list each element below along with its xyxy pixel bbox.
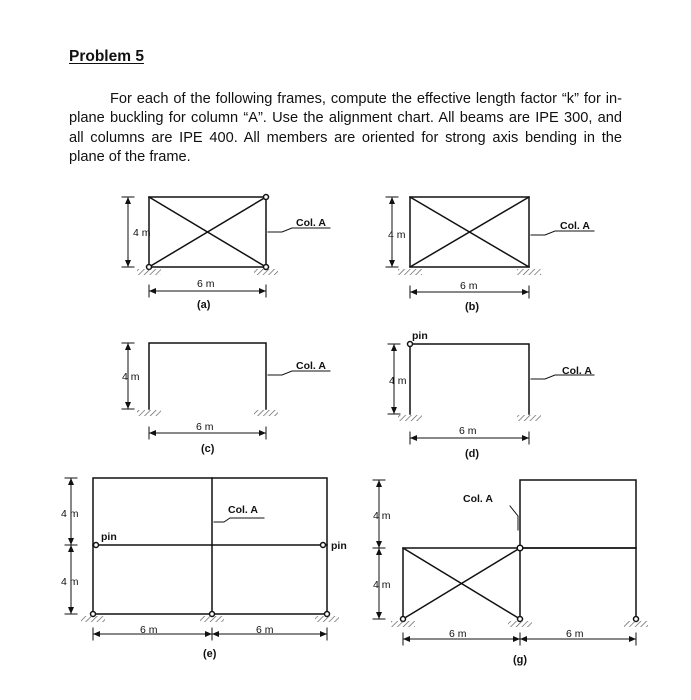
frame-e-span-left-label: 6 m [140, 624, 158, 636]
frame-e-pin-support [210, 612, 215, 617]
frame-g-pin-joint [517, 545, 523, 551]
frame-b [386, 197, 594, 298]
frame-c-caption: (c) [201, 443, 215, 455]
frame-e-caption: (e) [203, 648, 217, 660]
frame-a-pin-support [147, 265, 152, 270]
frame-a-height-label: 4 m [133, 227, 151, 239]
frame-g-col-a-leader [510, 506, 518, 530]
frame-b-ground-hatch [398, 269, 422, 275]
frame-g-ground-hatch [391, 621, 415, 627]
frame-g-pin-support [518, 617, 523, 622]
frame-g-span-left-label: 6 m [449, 628, 467, 640]
problem-statement: For each of the following frames, compute the effective length factor “k” for in-plane buckling for column “A”. Use the alignment chart. All beams are IPE 300, and all columns are IPE 400. All members are oriented for strong axis bending in the plane of the frame. [69, 91, 622, 166]
frame-e-span-right-label: 6 m [256, 624, 274, 636]
frame-e-col-a-label: Col. A [228, 504, 258, 516]
frame-a-col-a-label: Col. A [296, 217, 326, 229]
frame-e-pin-right [321, 543, 326, 548]
frame-a-pin-support [264, 265, 269, 270]
frame-g-height-top-label: 4 m [373, 510, 391, 522]
frame-e [65, 478, 339, 640]
frame-g-upper-frame [520, 480, 636, 548]
frame-e-height-bottom-label: 4 m [61, 576, 79, 588]
frame-g-pin-support [401, 617, 406, 622]
frame-b-height-label: 4 m [388, 229, 406, 241]
frame-d-pin-label: pin [412, 330, 428, 342]
frame-d-ground-hatch [398, 415, 422, 421]
frame-g [373, 480, 648, 645]
frame-d-height-label: 4 m [389, 375, 407, 387]
frame-e-pin-support [91, 612, 96, 617]
frame-d-ground-hatch [517, 415, 541, 421]
frame-d-members [410, 344, 529, 414]
frame-g-ground-hatch [624, 621, 648, 627]
frame-c-ground-hatch [254, 410, 278, 416]
frame-b-ground-hatch [517, 269, 541, 275]
frame-e-ground-hatch [81, 616, 105, 622]
frame-g-span-right-label: 6 m [566, 628, 584, 640]
frame-e-outline [93, 478, 327, 614]
frame-c-ground-hatch [137, 410, 161, 416]
frame-g-caption: (g) [513, 654, 528, 666]
problem-title: Problem 5 [69, 48, 144, 65]
frame-g-col-a-label: Col. A [463, 493, 493, 505]
frame-e-pin-left-label: pin [101, 531, 117, 543]
frame-e-ground-hatch [200, 616, 224, 622]
frame-c-span-label: 6 m [196, 421, 214, 433]
frame-a-caption: (a) [197, 299, 211, 311]
frame-d-pin-joint [408, 342, 413, 347]
frame-e-height-top-label: 4 m [61, 508, 79, 520]
frame-d-col-a-label: Col. A [562, 365, 592, 377]
frame-b-col-a-label: Col. A [560, 220, 590, 232]
frame-c-col-a-label: Col. A [296, 360, 326, 372]
frame-c-members [149, 343, 266, 409]
frame-a-ground-hatch [137, 269, 161, 275]
frame-a-span-label: 6 m [197, 278, 215, 290]
frame-d-caption: (d) [465, 448, 480, 460]
frame-g-pin-support [634, 617, 639, 622]
frame-d [388, 342, 594, 445]
frame-c-height-label: 4 m [122, 371, 140, 383]
frame-e-col-a-leader [214, 518, 264, 522]
frame-c [122, 343, 330, 439]
frame-a-pin-joint [264, 195, 269, 200]
frame-e-pin-support [325, 612, 330, 617]
frame-b-caption: (b) [465, 301, 480, 313]
frame-g-ground-hatch [508, 621, 532, 627]
frame-e-pin-left [94, 543, 99, 548]
frame-a [122, 195, 330, 298]
frame-e-ground-hatch [315, 616, 339, 622]
frame-e-pin-right-label: pin [331, 540, 347, 552]
frame-b-span-label: 6 m [460, 280, 478, 292]
frame-d-span-label: 6 m [459, 425, 477, 437]
frame-g-height-bottom-label: 4 m [373, 579, 391, 591]
frame-a-ground-hatch [254, 269, 278, 275]
